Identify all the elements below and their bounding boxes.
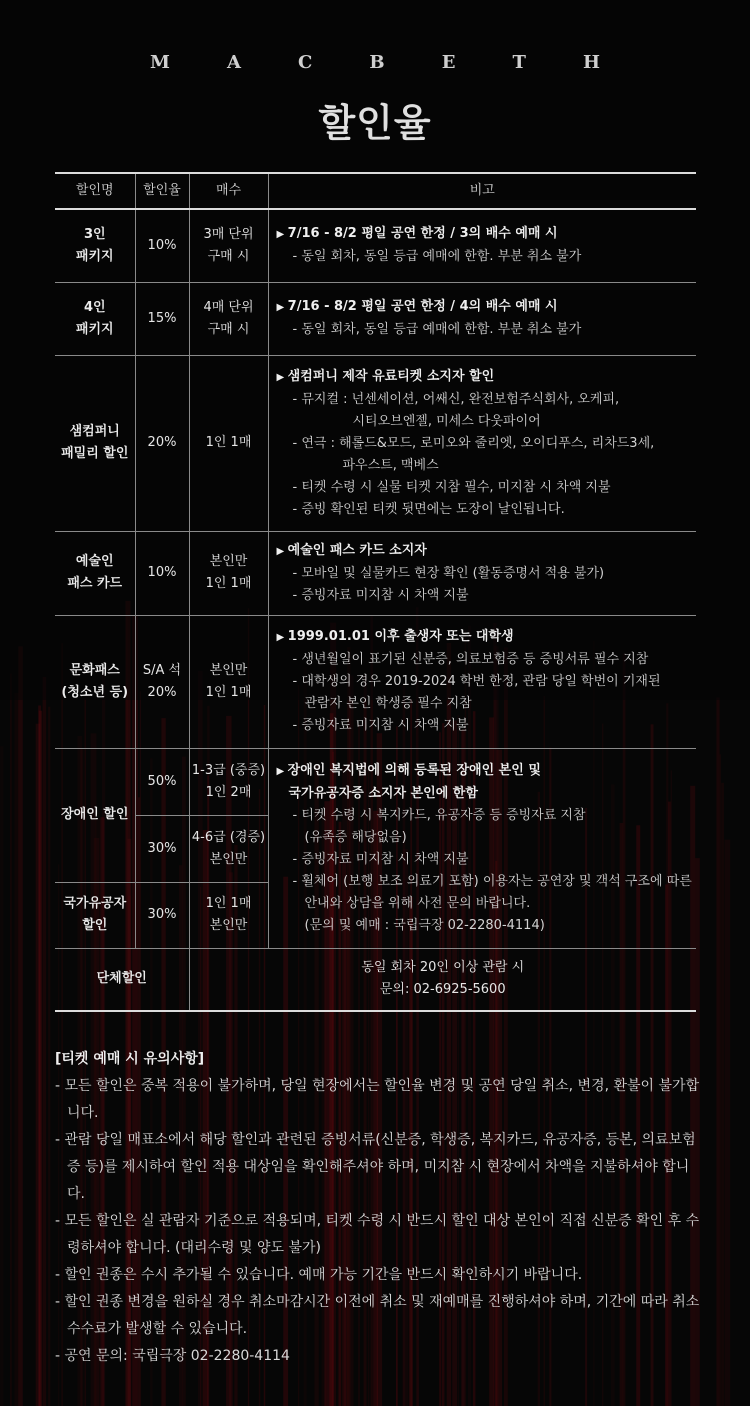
note-line: 동일 회차 20인 이상 관람 시	[361, 960, 525, 976]
note-line: - 연극 : 해롤드&모드, 로미오와 줄리엣, 오이디푸스, 리차드3세,	[292, 435, 655, 451]
discount-rate: 15%	[135, 282, 189, 355]
discount-note	[268, 531, 696, 615]
brand-macbeth	[150, 52, 600, 73]
curtain-streak	[48, 707, 50, 1406]
curtain-streak	[38, 706, 41, 1406]
qty-line: 본인만	[209, 662, 248, 678]
discount-qty	[189, 815, 268, 882]
discount-name: 장애인 할인	[55, 748, 135, 882]
brand-letter: C	[298, 52, 313, 73]
discount-qty	[189, 882, 268, 948]
discount-rate: 20%	[135, 355, 189, 531]
discount-rate: 30%	[135, 815, 189, 882]
discount-note	[268, 355, 696, 531]
discount-name-line: 패키지	[75, 321, 114, 337]
discount-name	[55, 882, 135, 948]
booking-notes	[55, 1046, 705, 1370]
brand-letter: A	[227, 52, 241, 73]
qty-line: 본인만	[209, 918, 248, 933]
note-line: (유족증 해당없음)	[304, 829, 407, 845]
brand-letter: M	[150, 52, 170, 73]
table-row	[55, 209, 696, 282]
qty-line: 1인 1매	[205, 896, 252, 911]
note-line: (문의 및 예매 : 국립극장 02-2280-4114)	[304, 917, 545, 933]
note-lead: ▶ 1999.01.01 이후 출생자 또는 대학생	[277, 626, 693, 649]
curtain-streak	[721, 783, 724, 1406]
discount-qty	[189, 748, 268, 815]
note-lead: 국가유공자증 소지자 본인에 한함	[288, 785, 478, 801]
notes-item: - 할인 권종은 수시 추가될 수 있습니다. 예매 가능 기간을 반드시 확인하시기 바랍니다.	[55, 1267, 583, 1283]
note-line: - 동일 회차, 동일 등급 예매에 한함. 부분 취소 불가	[292, 249, 582, 265]
rate-line: S/A 석	[142, 662, 182, 678]
discount-name-line: (청소년 등)	[61, 684, 129, 700]
brand-letter: B	[369, 52, 385, 73]
discount-qty	[189, 209, 268, 282]
table-row	[55, 948, 696, 1011]
curtain-streak	[0, 746, 3, 1406]
discount-name	[55, 531, 135, 615]
discount-qty	[189, 531, 268, 615]
discount-rate	[135, 615, 189, 748]
discount-name-line: 3인	[83, 226, 106, 242]
note-lead: ▶ 예술인 패스 카드 소지자	[277, 540, 693, 563]
note-line: - 뮤지컬 : 넌센세이션, 어쌔신, 완전보험주식회사, 오케피,	[292, 391, 620, 407]
qty-line: 1인 1매	[205, 684, 252, 700]
discount-name: 단체할인	[55, 948, 189, 1011]
discount-name-line: 샘컴퍼니	[69, 424, 120, 439]
notes-item: - 할인 권종 변경을 원하실 경우 취소마감시간 이전에 취소 및 재예매를 진행하셔야 하며, 기간에 따라 취소수수료가 발생할 수 있습니다.	[55, 1294, 700, 1337]
note-line: - 티켓 수령 시 복지카드, 유공자증 등 증빙자료 지참	[292, 807, 586, 823]
qty-line: 본인만	[209, 554, 248, 569]
qty-line: 구매 시	[207, 248, 250, 264]
note-line: - 증빙 확인된 티켓 뒷면에는 도장이 날인됩니다.	[292, 501, 565, 517]
discount-name-line: 국가유공자	[63, 896, 127, 911]
note-lead: ▶ 샘컴퍼니 제작 유료티켓 소지자 할인	[277, 366, 693, 389]
discount-name-line: 예술인	[75, 554, 114, 569]
discount-name	[55, 209, 135, 282]
table-row	[55, 531, 696, 615]
qty-line: 1인 2매	[205, 784, 252, 800]
qty-line: 1-3급 (중증)	[191, 762, 266, 778]
discount-name-line: 문화패스	[69, 662, 120, 678]
note-line: - 동일 회차, 동일 등급 예매에 한함. 부분 취소 불가	[292, 322, 582, 337]
discount-name	[55, 355, 135, 531]
curtain-streak	[43, 677, 47, 1406]
notes-heading: [티켓 예매 시 유의사항]	[55, 1051, 205, 1067]
column-header-name: 할인명	[55, 173, 135, 209]
note-line: 시티오브엔젤, 미세스 다웃파이어	[352, 413, 541, 429]
notes-item: - 모든 할인은 중복 적용이 불가하며, 당일 현장에서는 할인율 변경 및 공연 당일 취소, 변경, 환불이 불가합니다.	[55, 1078, 700, 1121]
table-row	[55, 355, 696, 531]
note-lead: ▶ 7/16 - 8/2 평일 공연 한정 / 3의 배수 예매 시	[277, 223, 693, 246]
brand-letter: H	[582, 52, 600, 73]
qty-line: 4매 단위	[203, 299, 254, 315]
column-header-rate: 할인율	[135, 173, 189, 209]
qty-line: 구매 시	[207, 321, 250, 337]
discount-note	[268, 615, 696, 748]
discount-name-line: 할인	[82, 918, 108, 933]
discount-rate: 30%	[135, 882, 189, 948]
table-row	[55, 282, 696, 355]
curtain-streak	[725, 840, 731, 1406]
discount-name-line: 패스 카드	[67, 576, 123, 591]
qty-line: 4-6급 (경증)	[191, 829, 266, 845]
discount-name-line: 4인	[83, 299, 106, 315]
qty-line: 본인만	[209, 851, 248, 867]
curtain-streak	[18, 646, 23, 1406]
table-header-row	[55, 173, 696, 209]
discount-qty: 1인 1매	[189, 355, 268, 531]
discount-rate: 10%	[135, 209, 189, 282]
discount-table	[55, 172, 696, 1012]
discount-rate: 10%	[135, 531, 189, 615]
note-line: - 증빙자료 미지참 시 차액 지불	[292, 587, 469, 603]
qty-line: 3매 단위	[203, 226, 254, 242]
notes-item: - 관람 당일 매표소에서 해당 할인과 관련된 증빙서류(신분증, 학생증, 복지카드, 유공자증, 등본, 의료보험증 등)를 제시하여 할인 적용 대상임을 확인해주셔야 하며, 미지참 시 현장에서 차액을 지불하셔야 합니다.	[55, 1132, 696, 1202]
curtain-streak	[720, 754, 721, 1406]
note-line: 문의: 02-6925-5600	[379, 982, 506, 998]
note-line: - 증빙자료 미지참 시 차액 지불	[292, 851, 469, 867]
brand-letter: E	[441, 52, 456, 73]
discount-note	[268, 209, 696, 282]
brand-letter: T	[512, 52, 526, 73]
discount-name	[55, 615, 135, 748]
note-line: 관람자 본인 학생증 필수 지참	[304, 696, 472, 711]
discount-rate: 50%	[135, 748, 189, 815]
qty-line: 1인 1매	[205, 576, 252, 591]
note-line: 파우스트, 맥베스	[342, 457, 439, 473]
discount-qty	[189, 282, 268, 355]
page-title: 할인율	[318, 101, 432, 145]
table-row	[55, 615, 696, 748]
note-line: - 대학생의 경우 2019-2024 학번 한정, 관람 당일 학번이 기재된	[292, 674, 661, 689]
note-line: 안내와 상담을 위해 사전 문의 바랍니다.	[304, 895, 531, 911]
column-header-note: 비고	[268, 173, 696, 209]
discount-note	[189, 948, 696, 1011]
note-line: - 생년월일이 표기된 신분증, 의료보험증 등 증빙서류 필수 지참	[292, 652, 649, 667]
discount-qty	[189, 615, 268, 748]
notes-item: - 모든 할인은 실 관람자 기준으로 적용되며, 티켓 수령 시 반드시 할인 대상 본인이 직접 신분증 확인 후 수령하셔야 합니다. (대리수령 및 양도 불가)	[55, 1213, 700, 1256]
curtain-streak	[14, 693, 18, 1406]
table-row	[55, 748, 696, 815]
rate-line: 20%	[147, 684, 177, 700]
column-header-qty: 매수	[189, 173, 268, 209]
discount-name-line: 패밀리 할인	[61, 446, 129, 461]
curtain-streak	[10, 674, 12, 1406]
discount-name-line: 패키지	[75, 248, 114, 264]
notes-item: - 공연 문의: 국립극장 02-2280-4114	[55, 1348, 290, 1364]
note-line: - 휠체어 (보행 보조 의료기 포함) 이용자는 공연장 및 객석 구조에 따른	[292, 873, 692, 889]
note-line: - 증빙자료 미지참 시 차액 지불	[292, 718, 469, 733]
discount-note	[268, 282, 696, 355]
discount-note	[268, 748, 696, 948]
note-line: - 모바일 및 실물카드 현장 확인 (활동증명서 적용 불가)	[292, 565, 605, 581]
discount-name	[55, 282, 135, 355]
curtain-streak	[716, 698, 719, 1406]
note-line: - 티켓 수령 시 실물 티켓 지참 필수, 미지참 시 차액 지불	[292, 479, 611, 495]
note-lead: ▶ 장애인 복지법에 의해 등록된 장애인 본인 및	[277, 760, 693, 783]
note-lead: ▶ 7/16 - 8/2 평일 공연 한정 / 4의 배수 예매 시	[277, 296, 693, 319]
